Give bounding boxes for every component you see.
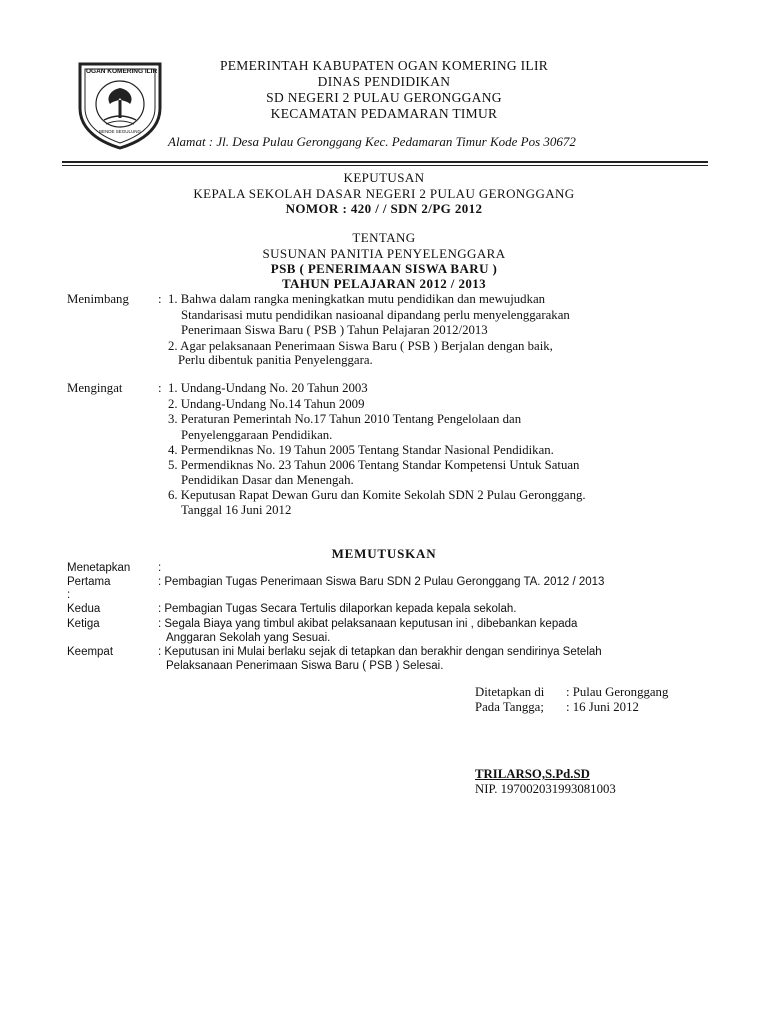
stray-colon: : [67, 589, 71, 601]
mengingat-item: 5. Permendiknas No. 23 Tahun 2006 Tentang Standar Kompetensi Untuk Satuan [168, 458, 580, 472]
menimbang-colon: : [158, 292, 162, 306]
menetapkan-label: Menetapkan [67, 562, 131, 574]
menimbang-item: 1. Bahwa dalam rangka meningkatkan mutu pendidikan dan mewujudkan [168, 292, 546, 306]
ditetapkan-value: : Pulau Geronggang [566, 685, 669, 699]
tanggal-value: : 16 Juni 2012 [566, 700, 639, 714]
tanggal-label: Pada Tangga; [475, 700, 544, 714]
letterhead-government: PEMERINTAH KABUPATEN OGAN KOMERING ILIR [219, 58, 549, 73]
letterhead-district: KECAMATAN PEDAMARAN TIMUR [270, 106, 498, 121]
mengingat-item: Tanggal 16 Juni 2012 [181, 503, 292, 517]
menimbang-item: Perlu dibentuk panitia Penyelenggara. [178, 353, 373, 367]
title-keputusan: KEPUTUSAN [343, 170, 425, 185]
ditetapkan-label: Ditetapkan di [475, 685, 545, 699]
menimbang-label: Menimbang [67, 292, 129, 306]
menimbang-item: Standarisasi mutu pendidikan nasioanal dipandang perlu menyelenggarakan [181, 308, 570, 322]
mengingat-item: Penyelenggaraan Pendidikan. [181, 428, 333, 442]
mengingat-label: Mengingat [67, 381, 123, 395]
keempat-text: : Keputusan ini Mulai berlaku sejak di tetapkan dan berakhir dengan sendirinya Setelah [158, 646, 602, 658]
menimbang-item: Penerimaan Siswa Baru ( PSB ) Tahun Pelajaran 2012/2013 [181, 323, 488, 337]
title-tahun-pelajaran: TAHUN PELAJARAN 2012 / 2013 [281, 276, 487, 291]
menetapkan-colon: : [158, 562, 162, 574]
ketiga-text: : Segala Biaya yang timbul akibat pelaksanaan keputusan ini , dibebankan kepada [158, 618, 578, 630]
title-kepala-sekolah: KEPALA SEKOLAH DASAR NEGERI 2 PULAU GERONGGANG [193, 186, 575, 201]
ketiga-label: Ketiga [67, 618, 100, 630]
letterhead-school: SD NEGERI 2 PULAU GERONGGANG [266, 90, 502, 105]
keempat-label: Keempat [67, 646, 114, 658]
mengingat-item: 2. Undang-Undang No.14 Tahun 2009 [168, 397, 365, 411]
kedua-label: Kedua [67, 603, 101, 615]
title-nomor: NOMOR : 420 / / SDN 2/PG 2012 [285, 201, 483, 216]
pertama-text: : Pembagian Tugas Penerimaan Siswa Baru SDN 2 Pulau Geronggang TA. 2012 / 2013 [158, 576, 605, 588]
mengingat-colon: : [158, 381, 162, 395]
kedua-text: : Pembagian Tugas Secara Tertulis dilaporkan kepada kepala sekolah. [158, 603, 517, 615]
pertama-label: Pertama [67, 576, 111, 588]
mengingat-item: Pendidikan Dasar dan Menengah. [181, 473, 354, 487]
logo-top-text: OGAN KOMERING ILIR [86, 68, 158, 75]
mengingat-item: 6. Keputusan Rapat Dewan Guru dan Komite Sekolah SDN 2 Pulau Geronggang. [168, 488, 586, 502]
mengingat-item: 3. Peraturan Pemerintah No.17 Tahun 2010 Tentang Pengelolaan dan [168, 412, 522, 426]
signatory-name: TRILARSO,S.Pd.SD [475, 767, 590, 781]
title-susunan-panitia: SUSUNAN PANITIA PENYELENGGARA [262, 246, 506, 261]
mengingat-item: 4. Permendiknas No. 19 Tahun 2005 Tentang Standar Nasional Pendidikan. [168, 443, 554, 457]
title-tentang: TENTANG [352, 230, 416, 245]
header-rule-thick [62, 161, 708, 163]
letterhead-office: DINAS PENDIDIKAN [317, 74, 451, 89]
header-rule-thin [62, 165, 708, 166]
keempat-text-cont: Pelaksanaan Penerimaan Siswa Baru ( PSB ) Selesai. [166, 660, 444, 672]
mengingat-item: 1. Undang-Undang No. 20 Tahun 2003 [168, 381, 368, 395]
signatory-nip: NIP. 197002031993081003 [475, 782, 616, 796]
title-psb: PSB ( PENERIMAAN SISWA BARU ) [270, 261, 498, 276]
logo-bottom-text: BENDE SEGULUNG [98, 129, 141, 134]
memutuskan-heading: MEMUTUSKAN [331, 546, 437, 561]
ketiga-text-cont: Anggaran Sekolah yang Sesuai. [166, 632, 331, 644]
letterhead-address: Alamat : Jl. Desa Pulau Geronggang Kec. Pedamaran Timur Kode Pos 30672 [168, 134, 576, 149]
menimbang-item: 2. Agar pelaksanaan Penerimaan Siswa Baru ( PSB ) Berjalan dengan baik, [168, 339, 553, 353]
